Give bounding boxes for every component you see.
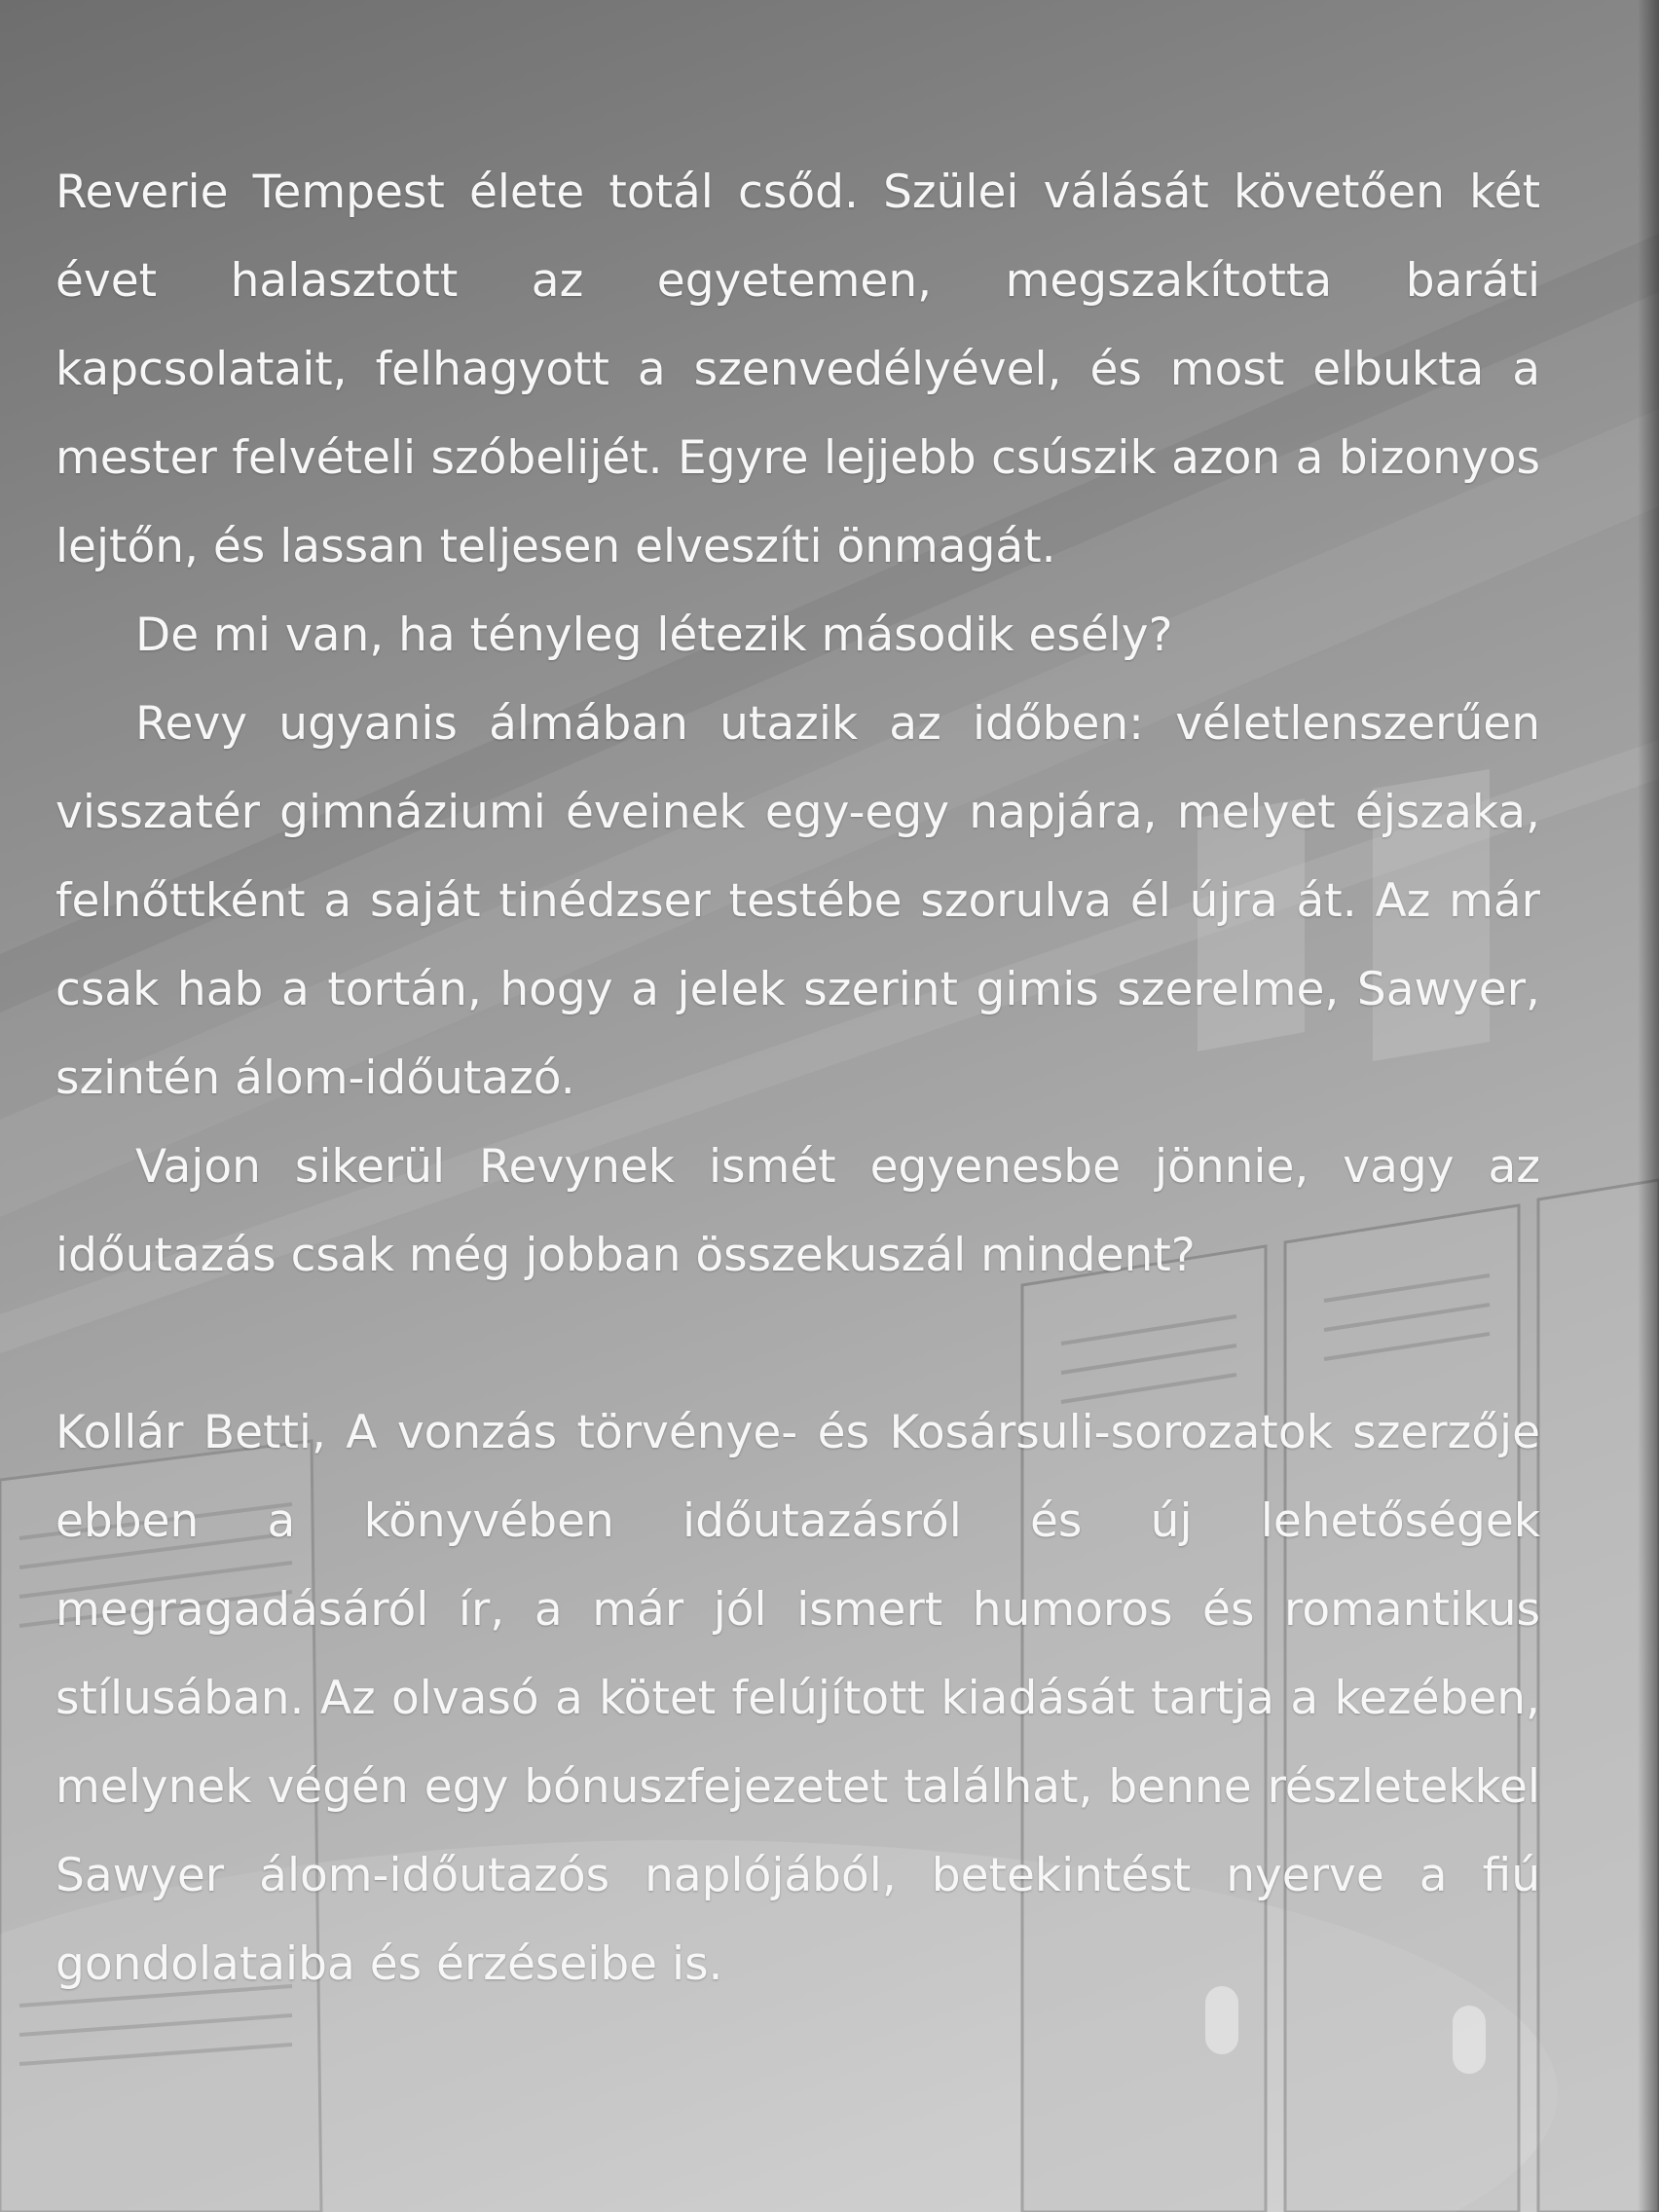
blurb [55, 148, 1540, 1300]
back-cover-text [55, 148, 1540, 2009]
blurb-paragraph: De mi van, ha tényleg létezik második esély? [135, 608, 1173, 662]
blurb-paragraph: Revy ugyanis álmában utazik az időben: véletlenszerűen visszatér gimnáziumi éveinek egy-egy napjára, melyet éjszaka, felnőttként a saját tinédzser testébe szorulva él újra át. Az már csak hab a tortán, hogy a jelek szerint gimis szerelme, Sawyer, szintén álom-időutazó. [55, 697, 1540, 1105]
book-spine-edge-shadow [1638, 0, 1659, 2212]
blurb-paragraph: Vajon sikerül Revynek ismét egyenesbe jönnie, vagy az időutazás csak még jobban összekuszál mindent? [55, 1140, 1540, 1282]
author-note-paragraph: Kollár Betti, A vonzás törvénye- és Kosársuli-sorozatok szerzője ebben a könyvében időutazásról és új lehetőségek megragadásáról ír, a már jól ismert humoros és romantikus stílusában. Az olvasó a kötet felújított kiadását tartja a kezében, melynek végén egy bónuszfejezetet találhat, benne részletekkel Sawyer álom-időutazós naplójából, betekintést nyerve a fiú gondolataiba és érzéseibe is. [55, 1406, 1540, 1991]
blurb-paragraph: Reverie Tempest élete totál csőd. Szülei válását követően két évet halasztott az egyetemen, megszakította baráti kapcsolatait, felhagyott a szenvedélyével, és most elbukta a mester felvételi szóbelijét. Egyre lejjebb csúszik azon a bizonyos lejtőn, és lassan teljesen elveszíti önmagát. [55, 166, 1540, 573]
author-note [55, 1388, 1540, 2009]
locker-handle-icon [1453, 2006, 1486, 2074]
